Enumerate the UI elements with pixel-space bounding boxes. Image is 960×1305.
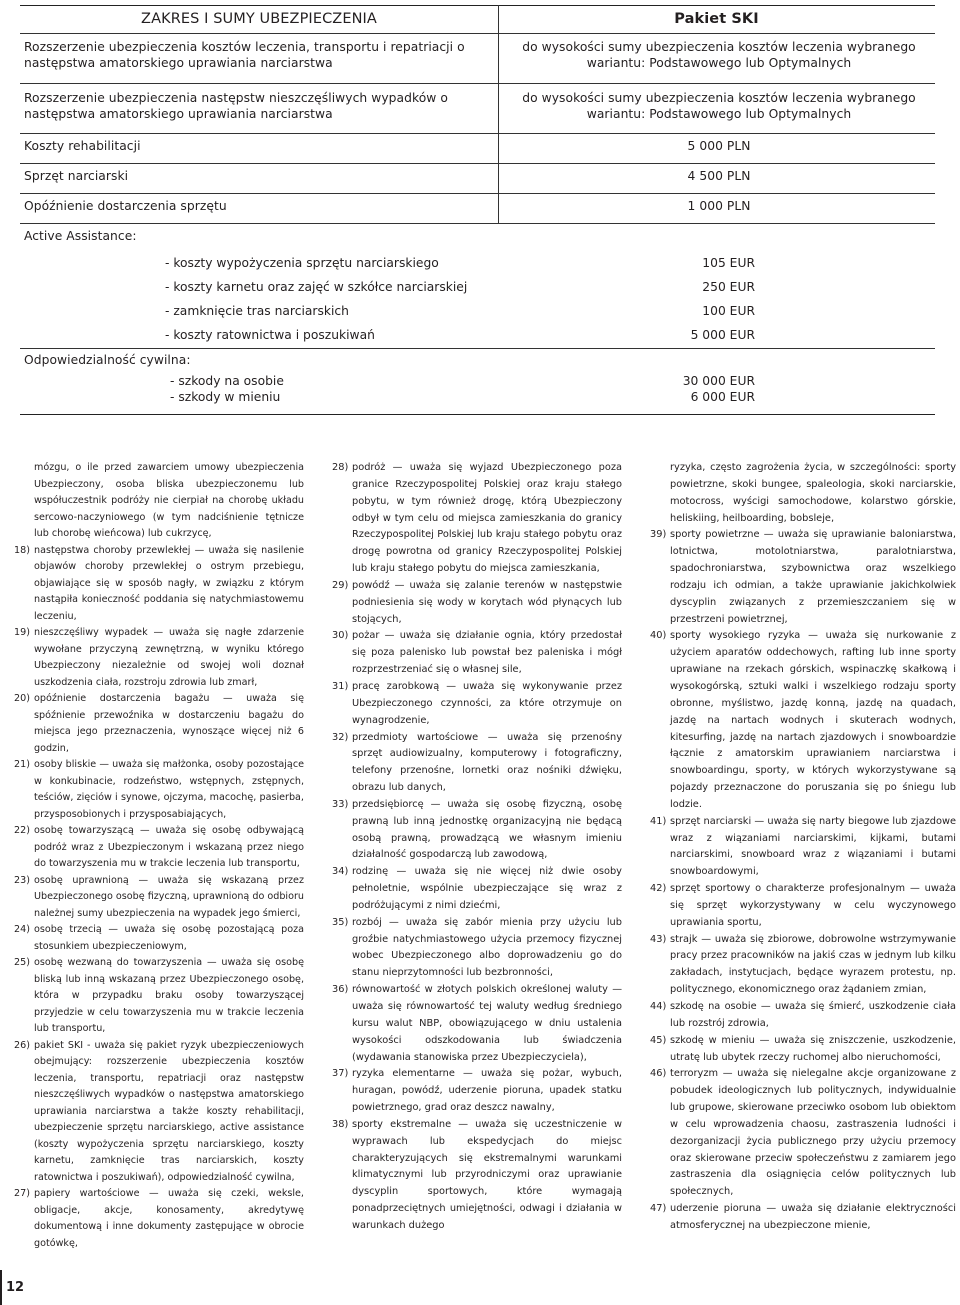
definition-text: pracę zarobkową — uważa się wykonywanie przez Ubezpieczonego czynności, za które otrzymuje on wynagrodzenie, [352, 680, 622, 726]
definition-text: przedmioty wartościowe — uważa się przenośny sprzęt audiowizualny, komputerowy i fotograficzny, telefony przenośne, lornetki oraz nośniki dźwięku, obrazu lub danych, [352, 731, 622, 794]
definition-number: 35) [332, 916, 349, 928]
definition-text: równowartość w złotych polskich określonej waluty — uważa się równowartość tej waluty według średniego kursu walut NBP, obowiązującego w dniu ustalenia wysokości odszkodowania lub świadczenia (wydawania stanowiska przez Ubezpieczyciela), [352, 984, 622, 1063]
definition-item [14, 543, 304, 626]
definition-item [332, 1117, 622, 1235]
liability-label: Odpowiedzialność cywilna: [24, 353, 191, 367]
definition-text: osobę wezwaną do towarzyszenia — uważa się osobę bliską lub inną wskazaną przez Ubezpieczonego osobę, która w przypadku braku osoby towarzyszącej przyjedzie w celu towarzyszenia mu w trakcie leczenia lub transportu, [34, 957, 304, 1034]
definition-item [650, 999, 956, 1033]
text-column-left [14, 460, 304, 1252]
definition-text: sprzęt sportowy o charakterze profesjonalnym — uważa się sprzęt wykorzystywany w celu wyczynowego uprawiania sportu, [670, 883, 956, 928]
definition-text: szkodę na osobie — uważa się śmierć, uszkodzenie ciała lub rozstrój zdrowia, [670, 1001, 956, 1029]
definition-text: ryzyka, często zagrożenia życia, w szczególności: sporty powietrzne, skoki bungee, spaleologia, skoki narciarskie, motocross, wyścigi samochodowe, kolarstwo górskie, heliskiing, heilboarding, bobsleje, [670, 462, 956, 524]
liability-item-label: - szkody w mieniu [170, 390, 281, 404]
definition-item [14, 460, 304, 543]
definition-number: 43) [650, 933, 667, 945]
liability-item-value: 6 000 EUR [690, 390, 755, 404]
definition-number: 37) [332, 1068, 349, 1080]
definition-number: 45) [650, 1034, 667, 1046]
definition-text: podróż — uważa się wyjazd Ubezpieczonego poza granice Rzeczypospolitej Polskiej oraz kraju stałego pobytu, w tym również drogę, którą Ubezpieczony odbył w tym celu od miejsca zamieszkania do granicy Rzeczypospolitej Polskiej lub kraju stałego pobytu oraz drogę powrotna od granicy Rzeczypospolitej Polskiej lub kraju stałego pobytu do miejsca zamieszkania, [352, 462, 622, 575]
definition-item [650, 881, 956, 932]
definition-text: sprzęt narciarski — uważa się narty biegowe lub zjazdowe wraz z wiązaniami narciarskimi, kijkami, butami narciarskimi, snowboard wraz z wiązaniami i butami snowboardowymi, [670, 815, 956, 878]
definition-number: 23) [14, 874, 30, 886]
row-label-equipment-delay: Opóźnienie dostarczenia sprzętu [24, 199, 227, 213]
definition-number: 27) [14, 1188, 30, 1199]
aa-item-label: - koszty ratownictwa i poszukiwań [165, 328, 375, 342]
definition-item [14, 757, 304, 823]
definition-item [332, 864, 622, 915]
row-label-accident: Rozszerzenie ubezpieczenia następstw nieszczęśliwych wypadków o następstwa amatorskiego uprawiania narciarstwa [24, 91, 448, 121]
definition-number: 41) [650, 815, 667, 827]
definition-item [650, 460, 956, 527]
definition-item [650, 628, 956, 813]
definition-item [332, 797, 622, 864]
definition-item [14, 625, 304, 691]
definition-text: przedsiębiorcę — uważa się osobę fizyczną, osobę prawną lub inną jednostkę organizacyjną nie będącą osobą prawną, prowadzącą we własnym imieniu działalność gospodarczą lub zawodową, [352, 798, 622, 861]
definition-text: rozbój — uważa się zabór mienia przy użyciu lub groźbie natychmiastowego użycia przemocy fizycznej wobec Ubezpieczonego albo doprowadzeniu go do stanu nieprzytomności lub bezbronności, [352, 916, 622, 979]
definition-item [650, 932, 956, 999]
definition-number: 20) [14, 693, 30, 704]
definition-text: osobę uprawnioną — uważa się wskazaną przez Ubezpieczonego osobę fizyczną, uprawnioną do odbioru należnej sumy ubezpieczenia na wypadek jego śmierci, [34, 874, 304, 919]
definition-item [332, 679, 622, 730]
definition-number: 36) [332, 984, 349, 996]
aa-item-value: 105 EUR [702, 256, 755, 270]
definition-number: 33) [332, 798, 349, 810]
definition-number: 29) [332, 579, 349, 591]
active-assistance-label: Active Assistance: [24, 229, 137, 243]
text-column-middle [332, 460, 622, 1235]
definition-item [14, 823, 304, 873]
row-value-accident: do wysokości sumy ubezpieczenia kosztów leczenia wybranego wariantu: Podstawowego lub Optymalnych [522, 91, 916, 121]
definition-item [650, 1033, 956, 1067]
definition-text: szkodę w mieniu — uważa się zniszczenie, uszkodzenie, utratę lub ubytek rzeczy ruchomej albo nieruchomości, [670, 1034, 956, 1063]
definition-number: 24) [14, 924, 30, 935]
definition-text: powódź — uważa się zalanie terenów w następstwie podniesienia się wody w korytach wód płynących lub stojących, [352, 579, 622, 625]
definition-number: 34) [332, 866, 349, 878]
definition-item [14, 1186, 304, 1252]
row-label-ski-equipment: Sprzęt narciarski [24, 169, 129, 183]
definition-text: sporty ekstremalne — uważa się uczestniczenie w wyprawach lub ekspedycjach do miejsc charakteryzujących się ekstremalnymi warunkami klimatycznymi lub przyrodniczymi oraz uprawianie dyscyplin sportowych, które wymagają ponadprzeciętnych umiejętności, odwagi i działania w warunkach dużego [352, 1118, 622, 1231]
definition-text: następstwa choroby przewlekłej — uważa się nasilenie objawów choroby przewlekłej o ostrym przebiegu, objawiające się w sposób nagły, w związku z którym nastąpiła konieczność poddania się natychmiastowemu leczeniu, [34, 544, 304, 622]
aa-item-value: 250 EUR [702, 280, 755, 294]
definition-number: 22) [14, 825, 30, 836]
definition-item [14, 1038, 304, 1187]
definition-text: strajk — uważa się zbiorowe, dobrowolne wstrzymywanie pracy przez pracowników na jakiś czas w jednym lub kilku zakładach, instytucjach, będące wyrazem protestu, np. politycznego, ekonomicznego oraz żądaniem zmian, [670, 933, 956, 996]
definition-text: terroryzm — uważa się nielegalne akcje organizowane z pobudek ideologicznych lub politycznych, indywidualnie lub grupowe, skierowane przeciwko osobom lub obiektom w celu wprowadzenia chaosu, zastraszenia ludności i dezorganizacji życia publicznego przy użyciu przemocy oraz skierowane przeciw społeczeństwu z zamiarem jego zastraszenia dla osiągnięcia celów politycznych lub społecznych, [670, 1068, 956, 1198]
definition-number: 46) [650, 1068, 667, 1080]
definition-item [332, 982, 622, 1066]
definition-number: 40) [650, 630, 667, 642]
definitions-body [14, 460, 960, 1260]
definition-item [332, 578, 622, 629]
definition-text: opóźnienie dostarczenia bagażu — uważa się spóźnienie przewoźnika w dostarczeniu bagażu do miejsca jego przeznaczenia, wynoszące więcej niż 6 godzin, [34, 693, 304, 754]
definition-item [14, 691, 304, 757]
aa-item-label: - koszty karnetu oraz zajęć w szkółce narciarskiej [165, 280, 468, 294]
definition-text: pakiet SKI - uważa się pakiet ryzyk ubezpieczeniowych obejmujący: rozszerzenie ubezpieczenia kosztów leczenia, transportu, repatriacji oraz następstw nieszczęśliwych wypadków o następstwa amatorskiego uprawiania narciarstwa a także koszty rehabilitacji, ubezpieczenie sprzętu narciarskiego, active assistance (koszty wypożyczenia sprzętu narciarskiego, koszty karnetu, zamknięcie tras narciarskich, koszty ratownictwa i poszukiwań), odpowiedzialność cywilna, [34, 1039, 304, 1183]
definition-item [14, 955, 304, 1038]
page-number: 12 [5, 1280, 25, 1295]
definition-item [650, 1066, 956, 1201]
definition-text: rodzinę — uważa się nie więcej niż dwie osoby pełnoletnie, wspólnie ubezpieczające się wraz z podróżującymi z nimi dziećmi, [352, 866, 622, 911]
definition-number: 30) [332, 630, 349, 642]
definition-number: 25) [14, 957, 30, 968]
definition-number: 26) [14, 1039, 30, 1051]
row-value-treatment: do wysokości sumy ubezpieczenia kosztów leczenia wybranego wariantu: Podstawowego lub Optymalnych [522, 40, 916, 70]
row-label-treatment: Rozszerzenie ubezpieczenia kosztów leczenia, transportu i repatriacji o następstwa amatorskiego uprawiania narciarstwa [24, 40, 465, 70]
aa-item-value: 5 000 EUR [690, 328, 755, 342]
table-header-package: Pakiet SKI [674, 11, 759, 27]
definition-number: 19) [14, 627, 30, 638]
row-label-rehab: Koszty rehabilitacji [24, 139, 141, 153]
definition-number: 21) [14, 759, 30, 770]
definition-text: osobę trzecią — uważa się osobę pozostającą poza stosunkiem ubezpieczeniowym, [34, 924, 304, 952]
definition-item [650, 1201, 956, 1235]
definition-text: pożar — uważa się działanie ognia, który przedostał się poza palenisko lub powstał bez paleniska i mógł rozprzestrzeniać się o własnej sile, [352, 630, 622, 676]
table-header-scope: ZAKRES I SUMY UBEZPIECZENIA [141, 11, 377, 27]
coverage-table [20, 5, 935, 415]
definition-text: mózgu, o ile przed zawarciem umowy ubezpieczenia Ubezpieczony, osoba bliska ubezpieczonemu lub współuczestnik podróży nie cierpiał na chorobę układu sercowo-naczyniowego (w tym nadciśnienie tętnicze lub chorobę wieńcowa) lub cukrzycę, [34, 462, 304, 539]
definition-number: 32) [332, 731, 349, 743]
aa-item-label: - koszty wypożyczenia sprzętu narciarskiego [165, 256, 439, 270]
liability-item-label: - szkody na osobie [170, 374, 284, 388]
liability-item-value: 30 000 EUR [682, 374, 755, 388]
definition-number: 39) [650, 529, 667, 541]
definition-number: 31) [332, 680, 349, 692]
definition-item [650, 527, 956, 628]
definition-text: nieszczęśliwy wypadek — uważa się nagłe zdarzenie wywołane przyczyną zewnętrzną, w wyniku którego Ubezpieczony niezależnie od swojej woli doznał uszkodzenia ciała, rozstroju zdrowia lub zmarł, [34, 627, 304, 688]
row-value-ski-equipment: 4 500 PLN [687, 169, 751, 183]
definition-text: sporty wysokiego ryzyka — uważa się nurkowanie z użyciem aparatów oddechowych, rafting lub inne sporty uprawiane na rzekach górskich, wspinaczkę skałkową i wysokogórską, sztuki walki i wszelkiego rodzaju sporty obronne, myślistwo, jazdę konną, jazdę na quadach, jazdę na nartach wodnych i skuterach wodnych, kitesurfing, jazdę na nartach zjazdowych i snowboardzie łącznie z amatorskim uprawianiem narciarstwa i snowboardingu, sporty, w których wykorzystywane są pojazdy przeznaczone do poruszania się po śniegu lub lodzie. [670, 630, 956, 810]
definition-text: sporty powietrzne — uważa się uprawianie baloniarstwa, lotnictwa, motolotniarstwa, paralotniarstwa, spadochroniarstwa, szybownictwa oraz wszelkiego rodzaju ich odmian, a także uprawianie jakichkolwiek dyscyplin związanych z przemieszczaniem się w przestrzeni powietrznej, [670, 529, 956, 625]
definition-item [332, 628, 622, 679]
definition-text: osoby bliskie — uważa się małżonka, osoby pozostające w konkubinacie, rodzeństwo, wstępnych, zstępnych, teściów, zięciów i synowe, ojczyma, macochę, pasierba, przysposobionych i przysposabiających, [34, 759, 304, 820]
definition-item [332, 460, 622, 578]
definition-number: 18) [14, 544, 30, 556]
definition-number: 42) [650, 883, 667, 895]
text-column-right [650, 460, 956, 1235]
row-value-rehab: 5 000 PLN [687, 139, 751, 153]
definition-number: 38) [332, 1118, 349, 1130]
definition-number: 47) [650, 1203, 667, 1215]
definition-text: papiery wartościowe — uważa się czeki, weksle, obligacje, akcje, konosamenty, akredytywę dokumentową i inne dokumenty zastępujące w obrocie gotówkę, [34, 1188, 304, 1249]
row-value-equipment-delay: 1 000 PLN [687, 199, 751, 213]
definition-text: uderzenie pioruna — uważa się działanie elektryczności atmosferycznej na ubezpieczone mienie, [670, 1203, 956, 1231]
definition-item [650, 814, 956, 881]
aa-item-value: 100 EUR [702, 304, 755, 318]
definition-item [332, 1066, 622, 1117]
definition-item [332, 730, 622, 797]
definition-text: ryzyka elementarne — uważa się pożar, wybuch, huragan, powódź, uderzenie pioruna, upadek statku powietrznego, grad oraz deszcz nawalny, [352, 1068, 622, 1114]
definition-item [14, 873, 304, 923]
definition-number: 28) [332, 462, 349, 473]
aa-item-label: - zamknięcie tras narciarskich [165, 304, 349, 318]
definition-text: osobę towarzyszącą — uważa się osobę odbywającą podróż wraz z Ubezpieczonym i wskazaną przez niego do towarzyszenia mu w trakcie leczenia lub transportu, [34, 825, 304, 869]
definition-number: 44) [650, 1001, 667, 1012]
definition-item [14, 922, 304, 955]
definition-item [332, 915, 622, 982]
